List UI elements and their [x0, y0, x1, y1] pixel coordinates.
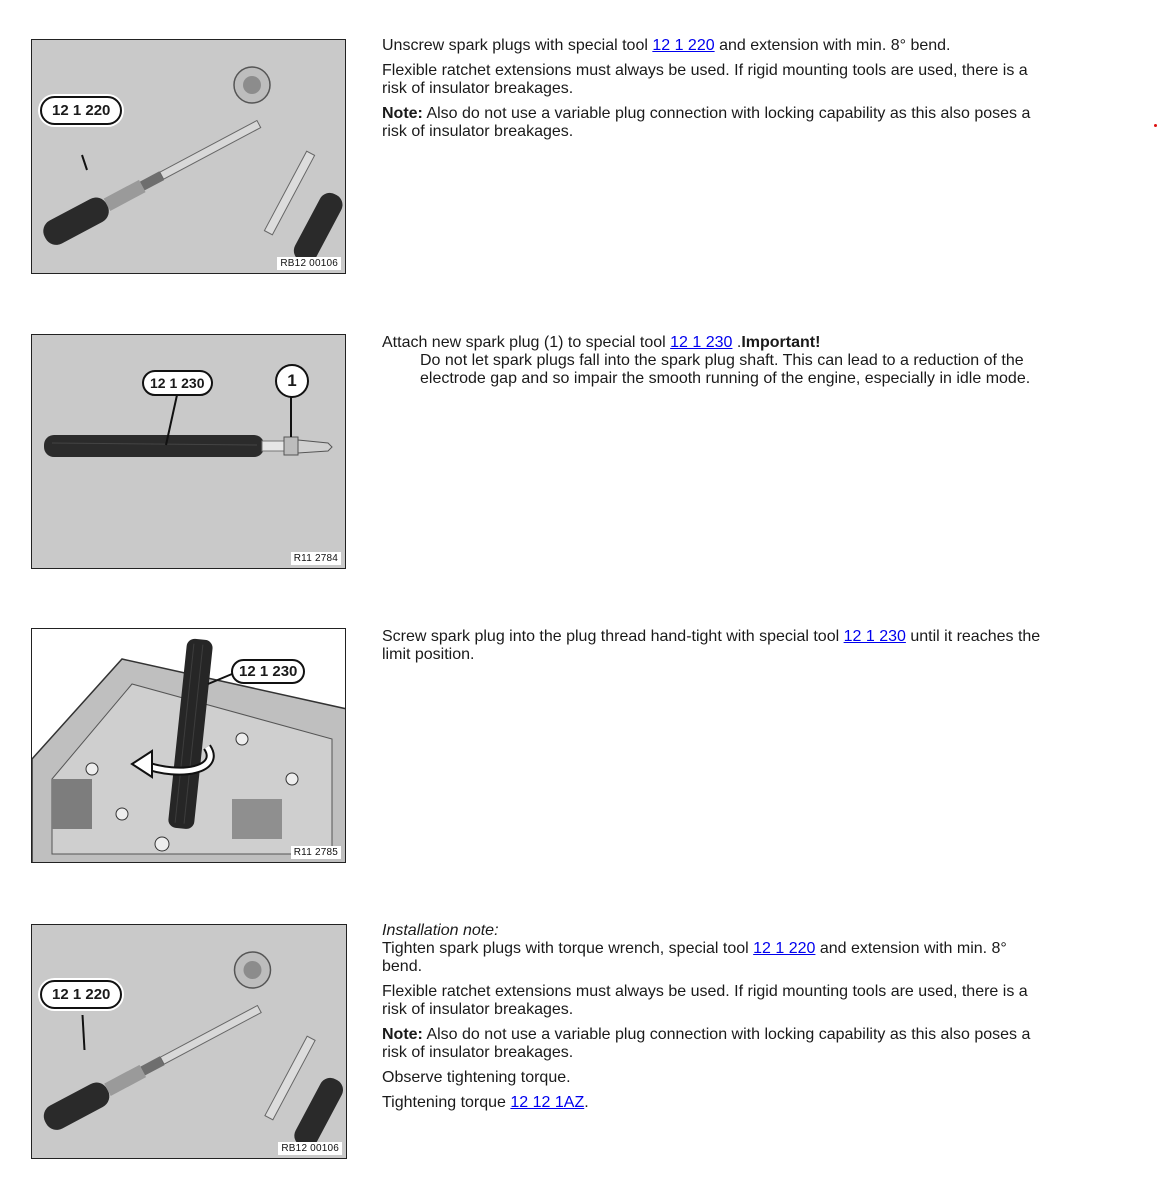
- step-2-line-1: Attach new spark plug (1) to special tool: [382, 334, 671, 351]
- figure-spark-plug-tool: [31, 334, 346, 569]
- step-4-note: Also do not use a variable plug connection with locking capability as this also poses a risk of insulator breakages.: [382, 1026, 1031, 1061]
- note-label: Note:: [382, 105, 423, 122]
- installation-note-heading: Installation note:: [382, 922, 499, 939]
- step-1-text: [382, 37, 1042, 148]
- tool-link-12-1-230[interactable]: 12 1 230: [670, 334, 733, 351]
- tool-callout-label: 12 1 220: [52, 986, 111, 1003]
- step-1-line-2: Flexible ratchet extensions must always be used. If rigid mounting tools are used, there is a risk of insulator breakages.: [382, 62, 1028, 97]
- tool-callout: [40, 96, 122, 125]
- step-1-note: Also do not use a variable plug connection with locking capability as this also poses a risk of insulator breakages.: [382, 105, 1031, 140]
- figure-code: R11 2784: [291, 552, 341, 565]
- tool-callout-label: 12 1 230: [150, 375, 205, 391]
- tool-callout-label: 12 1 220: [52, 102, 111, 119]
- tool-callout: [142, 370, 213, 396]
- tool-link-12-1-230[interactable]: 12 1 230: [843, 628, 906, 645]
- step-1-line-1-end: and extension with min. 8° bend.: [714, 37, 951, 54]
- note-label: Note:: [382, 1026, 423, 1043]
- step-4-line-4: Observe tightening torque.: [382, 1069, 571, 1086]
- marker-dot: [1154, 124, 1157, 127]
- figure-code: RB12 00106: [278, 1142, 342, 1155]
- step-2-warning: Do not let spark plugs fall into the spark plug shaft. This can lead to a reduction of the electrode gap and so impair the smooth running of the engine, especially in idle mode.: [420, 352, 1031, 387]
- step-4-line-5-end: .: [584, 1094, 589, 1111]
- figure-code: RB12 00106: [277, 257, 341, 270]
- figure-code: R11 2785: [291, 846, 341, 859]
- step-3-text: [382, 628, 1042, 671]
- step-4-line-1: Tighten spark plugs with torque wrench, special tool: [382, 940, 754, 957]
- step-4-line-1-end: and extension with min. 8° bend.: [382, 940, 1007, 975]
- step-4-line-5: Tightening torque: [382, 1094, 511, 1111]
- tool-link-12-1-220[interactable]: 12 1 220: [652, 37, 715, 54]
- part-callout-label: 1: [287, 371, 297, 390]
- ratchet-illustration: [32, 925, 347, 1159]
- step-2-line-1-end: .: [732, 334, 742, 351]
- figure-engine-install: [31, 628, 346, 863]
- step-3-line-1-end: until it reaches the limit position.: [382, 628, 1041, 663]
- step-1-line-1: Unscrew spark plugs with special tool: [382, 37, 653, 54]
- step-4-line-2: Flexible ratchet extensions must always be used. If rigid mounting tools are used, there is a risk of insulator breakages.: [382, 983, 1028, 1018]
- torque-link-12-12-1az[interactable]: 12 12 1AZ: [510, 1094, 585, 1111]
- important-label: Important!: [741, 334, 821, 351]
- tool-callout-label: 12 1 230: [239, 663, 298, 680]
- tool-callout: [231, 659, 305, 684]
- part-callout: [275, 364, 309, 398]
- figure-ratchet-2: [31, 924, 347, 1159]
- step-3-line-1: Screw spark plug into the plug thread hand-tight with special tool: [382, 628, 844, 645]
- step-4-text: [382, 922, 1042, 1119]
- step-2-text: [382, 334, 1042, 395]
- tool-link-12-1-220[interactable]: 12 1 220: [753, 940, 816, 957]
- figure-ratchet-1: [31, 39, 346, 274]
- ratchet-illustration: [32, 40, 346, 274]
- tool-callout: [40, 980, 122, 1009]
